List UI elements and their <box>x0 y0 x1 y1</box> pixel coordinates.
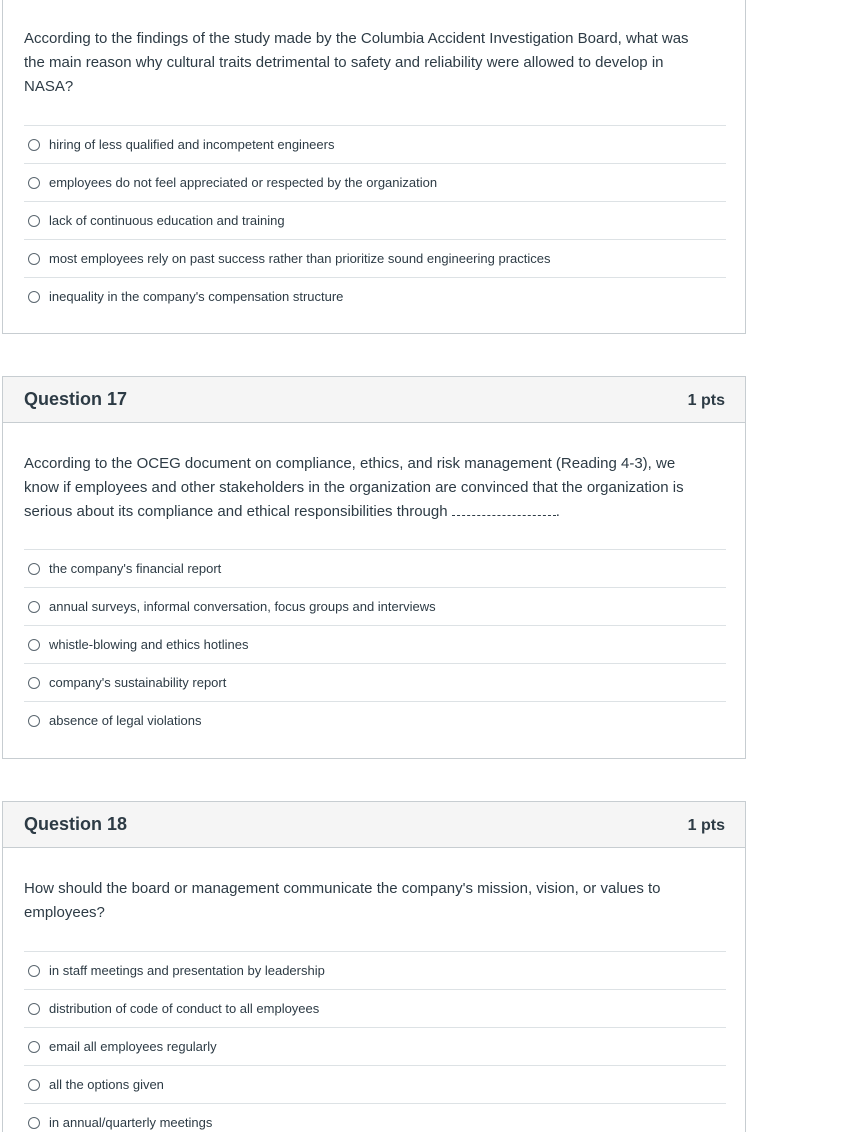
question-header <box>3 377 745 423</box>
answer-list <box>24 125 726 315</box>
answer-label: in annual/quarterly meetings <box>49 1115 213 1130</box>
answer-option[interactable] <box>24 277 726 315</box>
radio-button-icon[interactable] <box>28 253 40 265</box>
answer-label: in staff meetings and presentation by leadership <box>49 963 325 978</box>
question-text-line: employees? <box>24 904 105 921</box>
answer-label: the company's financial report <box>49 561 222 576</box>
answer-label: absence of legal violations <box>49 713 202 728</box>
radio-button-icon[interactable] <box>28 601 40 613</box>
radio-button-icon[interactable] <box>28 1003 40 1015</box>
question-text <box>3 0 745 99</box>
question-text-end: . <box>555 503 560 520</box>
radio-button-icon[interactable] <box>28 965 40 977</box>
radio-button-icon[interactable] <box>28 215 40 227</box>
answer-label: all the options given <box>49 1077 164 1092</box>
question-header <box>3 802 745 848</box>
answer-label: most employees rely on past success rather than prioritize sound engineering practices <box>49 251 551 266</box>
radio-button-icon[interactable] <box>28 1041 40 1053</box>
answer-option[interactable] <box>24 125 726 163</box>
question-text-line: According to the findings of the study made by the Columbia Accident Investigation Board, what was <box>24 30 689 47</box>
radio-button-icon[interactable] <box>28 677 40 689</box>
answer-option[interactable] <box>24 587 726 625</box>
question-text-line: know if employees and other stakeholders in the organization are convinced that the organization is <box>24 479 684 496</box>
answer-label: annual surveys, informal conversation, focus groups and interviews <box>49 599 436 614</box>
question-16 <box>2 0 746 334</box>
answer-label: lack of continuous education and training <box>49 213 285 228</box>
radio-button-icon[interactable] <box>28 1117 40 1129</box>
answer-option[interactable] <box>24 625 726 663</box>
question-text-line: According to the OCEG document on compliance, ethics, and risk management (Reading 4-3), we <box>24 455 676 472</box>
radio-button-icon[interactable] <box>28 1079 40 1091</box>
question-title: Question 18 <box>24 814 128 834</box>
answer-label: hiring of less qualified and incompetent engineers <box>49 137 335 152</box>
answer-label: distribution of code of conduct to all employees <box>49 1001 320 1016</box>
question-17 <box>2 376 746 759</box>
answer-label: employees do not feel appreciated or respected by the organization <box>49 175 438 190</box>
answer-label: email all employees regularly <box>49 1039 217 1054</box>
question-18 <box>2 801 746 1132</box>
question-text-line: the main reason why cultural traits detrimental to safety and reliability were allowed to develop in <box>24 54 664 71</box>
question-points: 1 pts <box>687 391 725 409</box>
answer-option[interactable] <box>24 951 726 989</box>
answer-option[interactable] <box>24 239 726 277</box>
radio-button-icon[interactable] <box>28 715 40 727</box>
answer-option[interactable] <box>24 701 726 739</box>
answer-option[interactable] <box>24 549 726 587</box>
answer-label: inequality in the company's compensation structure <box>49 289 344 304</box>
answer-list <box>24 549 726 739</box>
question-text <box>3 423 745 524</box>
question-text-fragment: serious about its compliance and ethical responsibilities through <box>24 503 448 520</box>
radio-button-icon[interactable] <box>28 291 40 303</box>
question-title: Question 17 <box>24 389 128 409</box>
question-text-line: How should the board or management communicate the company's mission, vision, or values to <box>24 880 661 897</box>
radio-button-icon[interactable] <box>28 563 40 575</box>
answer-option[interactable] <box>24 1103 726 1132</box>
answer-label: company's sustainability report <box>49 675 227 690</box>
question-text-line: NASA? <box>24 78 74 95</box>
radio-button-icon[interactable] <box>28 177 40 189</box>
radio-button-icon[interactable] <box>28 139 40 151</box>
question-text <box>3 848 745 925</box>
answer-label: whistle-blowing and ethics hotlines <box>49 637 249 652</box>
answer-option[interactable] <box>24 201 726 239</box>
question-text-line <box>24 500 725 524</box>
answer-option[interactable] <box>24 1065 726 1103</box>
question-points: 1 pts <box>687 816 725 834</box>
radio-button-icon[interactable] <box>28 639 40 651</box>
answer-option[interactable] <box>24 663 726 701</box>
answer-list <box>24 951 726 1132</box>
answer-option[interactable] <box>24 163 726 201</box>
answer-option[interactable] <box>24 989 726 1027</box>
fill-in-blank <box>452 503 556 516</box>
answer-option[interactable] <box>24 1027 726 1065</box>
